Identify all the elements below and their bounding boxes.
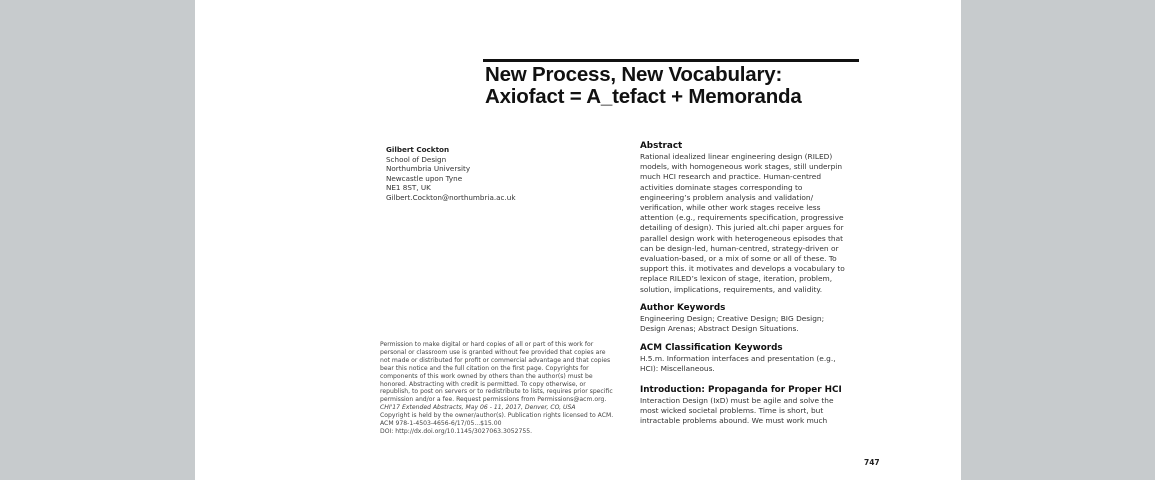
- acm-keywords-line: HCI): Miscellaneous.: [640, 364, 715, 374]
- permission-line: personal or classroom use is granted without fee provided that copies are: [380, 348, 606, 356]
- isbn-line: ACM 978-1-4503-4656-6/17/05...$15.00: [380, 420, 502, 428]
- page-number: 747: [864, 458, 880, 467]
- abstract-line: replace RILED’s lexicon of stage, iteration, problem,: [640, 274, 833, 284]
- abstract-line: much HCI research and practice. Human-centred: [640, 172, 822, 182]
- author-affiliation-line: Northumbria University: [386, 164, 471, 173]
- author-keywords-body: [640, 314, 870, 334]
- permission-line: permission and/or a fee. Request permissions from Permissions@acm.org.: [380, 396, 607, 404]
- introduction-line: intractable problems abound. We must work much: [640, 416, 828, 426]
- author-affiliation-line: Newcastle upon Tyne: [386, 173, 463, 183]
- permission-line: republish, to post on servers or to redistribute to lists, requires prior specific: [380, 388, 613, 396]
- permission-line: not made or distributed for profit or commercial advantage and that copies: [380, 356, 611, 364]
- abstract-line: attention (e.g., requirements specification, progressive: [640, 213, 844, 223]
- author-name: Gilbert Cockton: [386, 145, 450, 154]
- abstract-heading: Abstract: [640, 141, 683, 151]
- acm-keywords-heading: ACM Classification Keywords: [640, 343, 783, 354]
- abstract-line: detailing of design). This juried alt.chi paper argues for: [640, 223, 844, 233]
- title-rule: [483, 59, 859, 62]
- introduction-line: most wicked societal problems. Time is short, but: [640, 405, 824, 415]
- paper-title: [485, 64, 885, 108]
- author-affiliation-line: NE1 8ST, UK: [386, 183, 431, 192]
- acm-keywords-body: [640, 354, 870, 374]
- abstract-line: evaluation-based, or a mix of some or all of these. To: [640, 254, 837, 264]
- copyright-line: Copyright is held by the owner/author(s). Publication rights licensed to ACM.: [380, 412, 614, 420]
- title-line-1: New Process, New Vocabulary:: [485, 63, 783, 86]
- author-keywords-heading: Author Keywords: [640, 302, 726, 313]
- abstract-line: verification, while other work stages receive less: [640, 203, 821, 213]
- author-email: Gilbert.Cockton@northumbria.ac.uk: [386, 192, 516, 202]
- author-block: [386, 145, 586, 202]
- abstract-line: can be design-led, human-centred, strategy-driven or: [640, 243, 839, 253]
- introduction-line: Interaction Design (IxD) must be agile and solve the: [640, 395, 834, 405]
- abstract-line: Rational idealized linear engineering design (RILED): [640, 152, 833, 161]
- abstract-line: support this. it motivates and develops a vocabulary to: [640, 264, 845, 274]
- conference-line: CHI'17 Extended Abstracts, May 06 - 11, 2017, Denver, CO, USA: [380, 404, 576, 412]
- right-column: [640, 141, 870, 426]
- permission-block: [380, 341, 650, 436]
- author-keywords-line: Engineering Design; Creative Design; BIG Design;: [640, 313, 825, 323]
- abstract-line: engineering’s problem analysis and validation/: [640, 192, 814, 202]
- title-line-2: Axiofact = A_tefact + Memoranda: [485, 85, 802, 108]
- doi-line: DOI: http://dx.doi.org/10.1145/3027063.3052755.: [380, 427, 533, 435]
- acm-keywords-line: H.5.m. Information interfaces and presentation (e.g.,: [640, 354, 836, 364]
- permission-line: components of this work owned by others than the author(s) must be: [380, 372, 593, 380]
- permission-line: Permission to make digital or hard copies of all or part of this work for: [380, 341, 594, 348]
- abstract-body: [640, 152, 870, 295]
- permission-line: honored. Abstracting with credit is permitted. To copy otherwise, or: [380, 380, 586, 388]
- abstract-line: solution, implications, requirements, and validity.: [640, 284, 823, 294]
- abstract-line: models, with homogeneous work stages, still underpin: [640, 162, 843, 172]
- author-affiliation-line: School of Design: [386, 154, 447, 164]
- introduction-body: [640, 396, 870, 427]
- permission-line: bear this notice and the full citation on the first page. Copyrights for: [380, 364, 589, 372]
- abstract-line: parallel design work with heterogeneous episodes that: [640, 233, 844, 243]
- abstract-line: activities dominate stages corresponding to: [640, 182, 803, 192]
- author-keywords-line: Design Arenas; Abstract Design Situations.: [640, 324, 799, 334]
- introduction-heading: Introduction: Propaganda for Proper HCI: [640, 384, 842, 395]
